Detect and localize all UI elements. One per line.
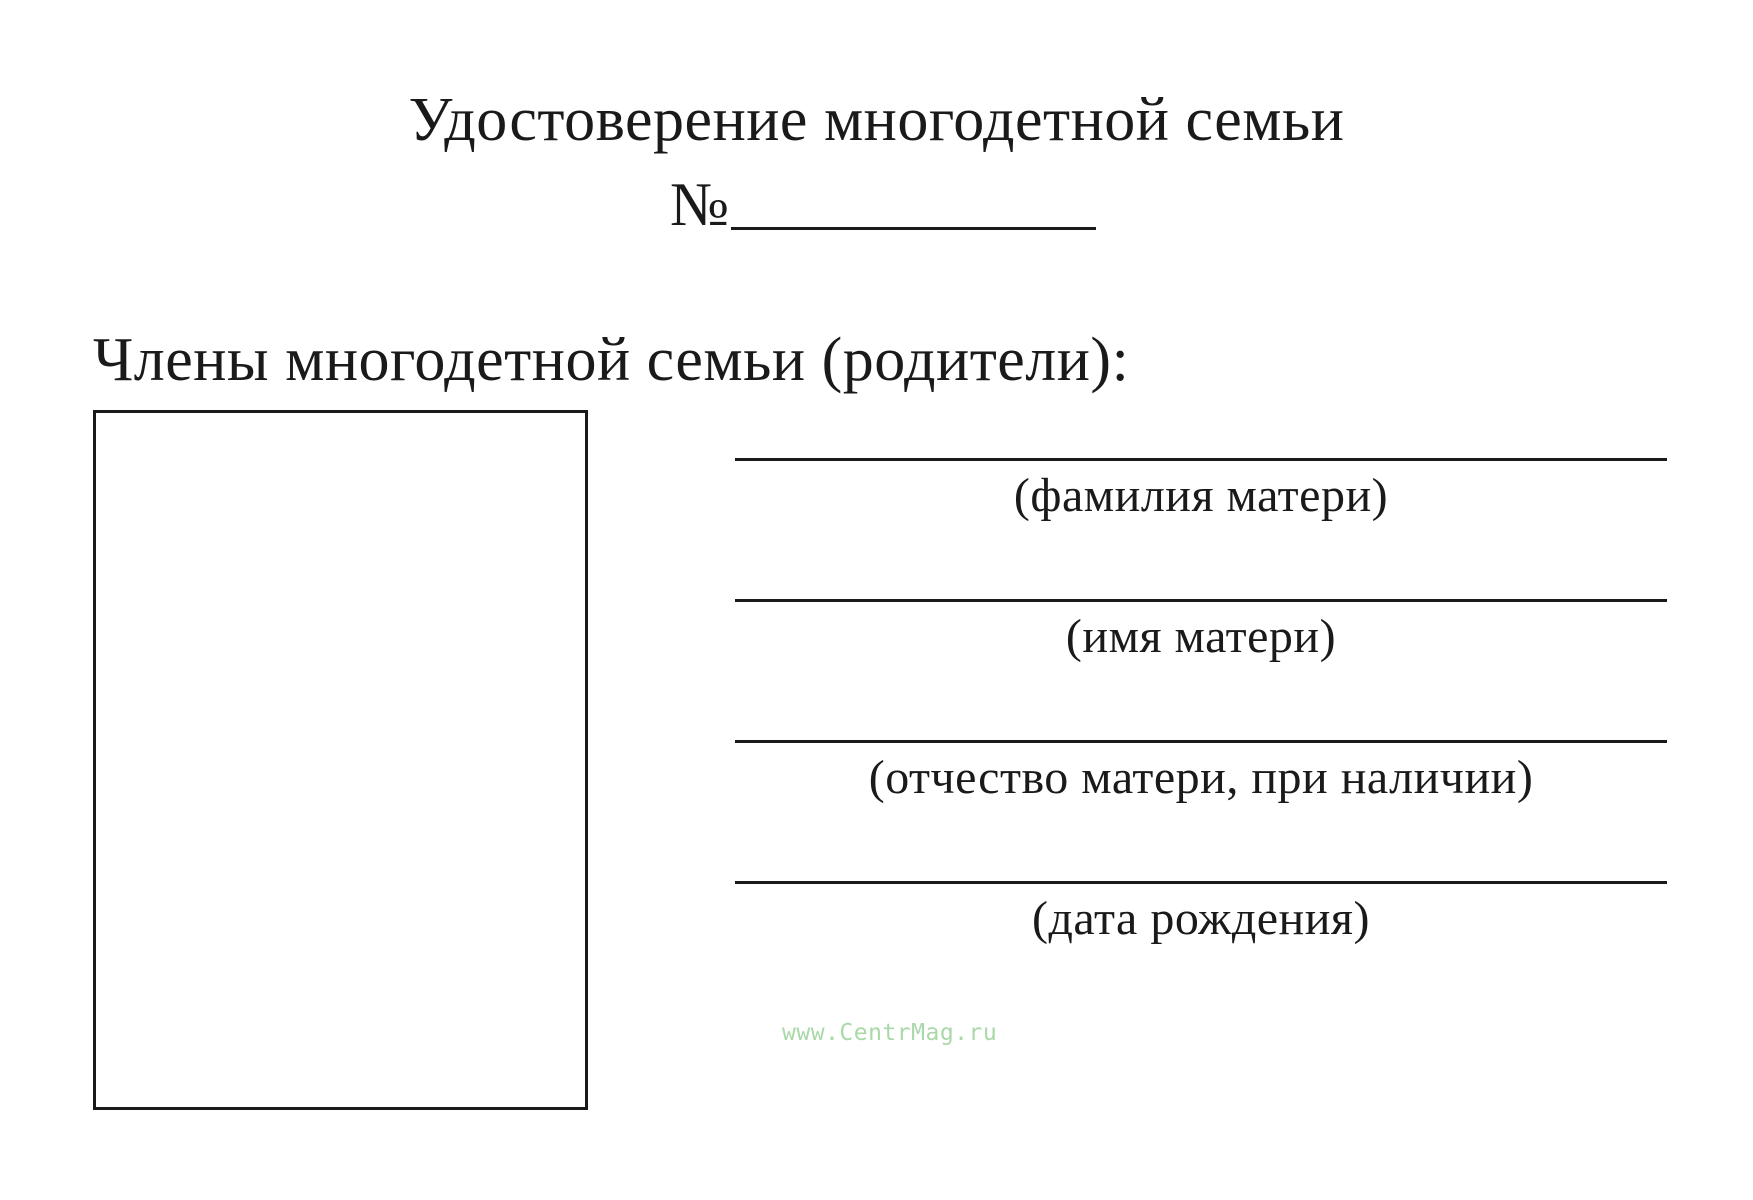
certificate-number-line: [670, 170, 1096, 240]
watermark: www.CentrMag.ru: [782, 1020, 998, 1046]
birth-date-field: [735, 881, 1667, 946]
certificate-number-blank[interactable]: [731, 227, 1096, 230]
photo-placeholder: [93, 410, 588, 1110]
members-heading: Члены многодетной семьи (родители):: [93, 326, 1130, 394]
mother-name-field: [735, 599, 1667, 664]
birth-date-caption: (дата рождения): [1032, 892, 1370, 945]
mother-patronymic-blank[interactable]: [735, 740, 1667, 743]
mother-patronymic-field: [735, 740, 1667, 805]
number-sign: №: [670, 171, 730, 239]
mother-surname-caption: (фамилия матери): [1013, 469, 1389, 522]
mother-name-caption: (имя матери): [1065, 610, 1337, 663]
mother-patronymic-caption: (отчество матери, при наличии): [868, 751, 1534, 804]
mother-surname-blank[interactable]: [735, 458, 1667, 461]
mother-name-blank[interactable]: [735, 599, 1667, 602]
document-title: Удостоверение многодетной семьи: [408, 86, 1345, 154]
mother-surname-field: [735, 458, 1667, 523]
birth-date-blank[interactable]: [735, 881, 1667, 884]
